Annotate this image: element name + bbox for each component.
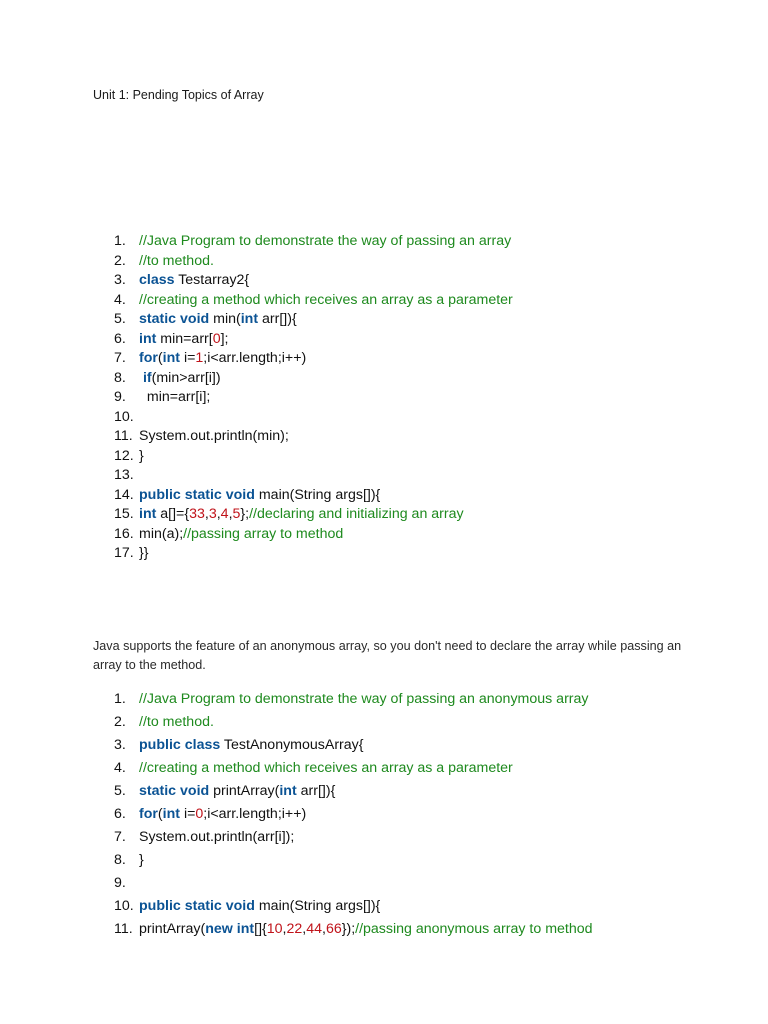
code-keyword: int: [240, 311, 259, 327]
code-number: 3: [208, 506, 217, 522]
code-number: 22: [286, 921, 303, 937]
code-keyword: static: [184, 898, 222, 914]
line-number: 17.: [114, 545, 134, 561]
code-text: min=arr[i];: [139, 389, 211, 405]
code-text: min(: [209, 311, 241, 327]
code-number: 10: [266, 921, 283, 937]
code-number: 5: [232, 506, 241, 522]
anonymous-array-description: Java supports the feature of an anonymous array, so you don't need to declare the array while passing an array to the method.: [93, 639, 682, 672]
code-text: }: [139, 852, 144, 868]
code-number: 1: [195, 350, 204, 366]
code-keyword: if: [142, 369, 152, 386]
code-line: [114, 252, 513, 272]
code-number: 66: [325, 921, 342, 937]
code-line: [114, 427, 513, 447]
code-text: printArray(: [209, 783, 280, 799]
code-keyword: int: [139, 506, 157, 522]
code-keyword: static: [139, 311, 177, 327]
code-text: a[]={: [156, 506, 190, 522]
code-line: [114, 918, 593, 941]
line-number: 3.: [114, 272, 126, 288]
code-number: 44: [306, 921, 322, 937]
code-keyword: for: [139, 806, 158, 822]
code-line: [114, 330, 513, 350]
line-number: 8.: [114, 852, 126, 868]
code-keyword: public: [139, 898, 181, 914]
code-line: [114, 711, 593, 734]
code-text: };: [240, 506, 250, 522]
code-line: [114, 734, 593, 757]
line-number: 10.: [114, 898, 134, 914]
code-line: [114, 525, 513, 545]
line-number: 3.: [114, 737, 126, 753]
line-number: 4.: [114, 291, 126, 308]
code-comment: //passing array to method: [183, 525, 344, 542]
code-text: i=: [180, 806, 196, 822]
code-keyword: void: [180, 783, 210, 799]
line-number: 2.: [114, 714, 126, 730]
code-line: [114, 486, 513, 506]
code-keyword: void: [180, 311, 210, 327]
code-text: []{: [254, 921, 267, 937]
code-line: [114, 780, 593, 803]
code-text: TestAnonymousArray{: [220, 737, 364, 753]
code-text: ,: [228, 506, 233, 522]
code-text: Testarray2{: [174, 272, 250, 288]
code-text: arr[]){: [296, 783, 336, 799]
code-line: [114, 803, 593, 826]
code-listing-anonymous-array: [114, 688, 593, 941]
code-keyword: void: [225, 486, 255, 503]
code-keyword: int: [139, 330, 157, 347]
code-line: [114, 757, 593, 780]
code-comment: //to method.: [139, 252, 214, 269]
code-text: (min>arr[i]): [151, 369, 221, 386]
code-keyword: static: [184, 486, 222, 503]
line-number: 6.: [114, 806, 126, 822]
code-line: [114, 849, 593, 872]
code-line: [114, 349, 513, 369]
line-number: 1.: [114, 233, 126, 249]
page-heading: Unit 1: Pending Topics of Array: [93, 88, 264, 102]
line-number: 4.: [114, 760, 126, 776]
code-line: [114, 291, 513, 311]
code-keyword: class: [184, 737, 221, 753]
code-text: min(a);: [139, 525, 184, 542]
code-keyword: public: [139, 737, 181, 753]
code-comment: //creating a method which receives an array as a parameter: [139, 760, 513, 776]
line-number: 16.: [114, 525, 134, 542]
code-number: 0: [195, 806, 204, 822]
code-line: [114, 872, 593, 895]
code-text: min=arr[: [156, 330, 213, 347]
code-line: [114, 232, 513, 252]
code-text: ,: [216, 506, 221, 522]
code-keyword: int: [162, 806, 180, 822]
line-number: 13.: [114, 467, 134, 483]
code-comment: //Java Program to demonstrate the way of passing an anonymous array: [139, 691, 589, 707]
code-line: [114, 310, 513, 330]
code-comment: //to method.: [139, 714, 214, 730]
code-keyword: new: [205, 921, 233, 937]
line-number: 11.: [114, 921, 133, 937]
code-keyword: public: [139, 486, 181, 503]
code-keyword: class: [139, 272, 175, 288]
code-comment: //creating a method which receives an array as a parameter: [139, 291, 513, 308]
code-text: ,: [204, 506, 209, 522]
line-number: 6.: [114, 330, 126, 347]
code-listing-pass-array: [114, 232, 513, 564]
line-number: 2.: [114, 252, 126, 269]
code-text: main(String args[]){: [254, 898, 381, 914]
code-keyword: int: [162, 350, 180, 366]
line-number: 7.: [114, 350, 126, 366]
code-line: [114, 388, 513, 408]
code-text: ,: [302, 921, 307, 937]
code-text: ];: [220, 330, 229, 347]
code-text: System.out.println(arr[i]);: [139, 829, 295, 845]
line-number: 5.: [114, 311, 126, 327]
line-number: 9.: [114, 875, 126, 891]
code-text: ,: [282, 921, 287, 937]
code-text: ,: [322, 921, 326, 937]
line-number: 8.: [114, 369, 126, 386]
code-comment: //Java Program to demonstrate the way of passing an array: [139, 233, 512, 249]
code-keyword: void: [225, 898, 255, 914]
code-keyword: int: [279, 783, 297, 799]
code-line: [114, 895, 593, 918]
code-line: [114, 408, 513, 428]
code-comment: //passing anonymous array to method: [355, 921, 593, 937]
code-number: 33: [189, 506, 205, 522]
code-text: }}: [139, 545, 149, 561]
code-line: [114, 466, 513, 486]
code-text: }: [139, 447, 144, 464]
code-keyword: static: [139, 783, 177, 799]
code-text: i=: [180, 350, 196, 366]
line-number: 10.: [114, 408, 134, 425]
code-line: [114, 688, 593, 711]
line-number: 1.: [114, 691, 126, 707]
line-number: 9.: [114, 389, 126, 405]
code-text: System.out.println(min);: [139, 428, 289, 444]
code-text: ;i<arr.length;i++): [203, 350, 307, 366]
line-number: 7.: [114, 829, 126, 845]
code-text: ;i<arr.length;i++): [203, 806, 307, 822]
code-text: printArray(: [139, 921, 206, 937]
code-line: [114, 826, 593, 849]
code-text: arr[]){: [258, 311, 297, 327]
line-number: 11.: [114, 428, 133, 444]
code-line: [114, 505, 513, 525]
code-line: [114, 369, 513, 389]
code-text: main(String args[]){: [254, 486, 381, 503]
code-text: (: [157, 350, 163, 366]
code-keyword: for: [139, 350, 158, 366]
code-line: [114, 271, 513, 291]
code-number: 4: [220, 506, 229, 522]
line-number: 15.: [114, 506, 134, 522]
line-number: 14.: [114, 486, 134, 503]
code-comment: //declaring and initializing an array: [249, 506, 464, 522]
code-line: [114, 447, 513, 467]
line-number: 5.: [114, 783, 126, 799]
code-keyword: int: [236, 921, 255, 937]
code-text: (: [157, 806, 163, 822]
code-number: 0: [212, 330, 221, 347]
code-text: });: [341, 921, 356, 937]
code-line: [114, 544, 513, 564]
line-number: 12.: [114, 447, 134, 464]
